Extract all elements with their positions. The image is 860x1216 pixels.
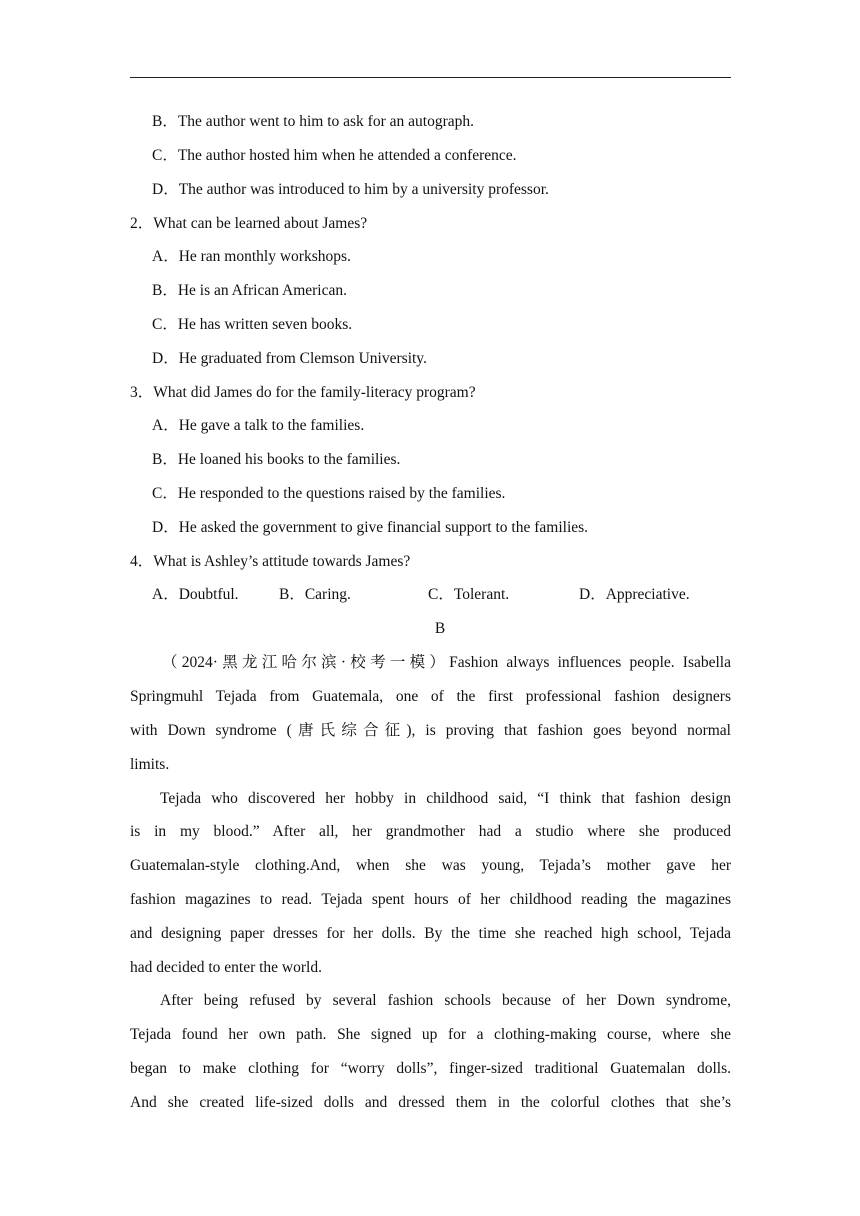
q1-option-d: D．The author was introduced to him by a university professor.	[152, 181, 549, 198]
p3-line-4: And she created life-sized dolls and dressed them in the colorful clothes that she’s	[130, 1094, 731, 1111]
q3-option-c: C．He responded to the questions raised by the families.	[152, 485, 506, 502]
q2-option-b: B．He is an African American.	[152, 282, 347, 299]
section-heading: B	[434, 620, 446, 637]
p2-line-4: fashion magazines to read. Tejada spent hours of her childhood reading the magazines	[130, 891, 731, 908]
q4-option-d: D．Appreciative.	[579, 586, 690, 603]
p3-line-2: Tejada found her own path. She signed up for a clothing-making course, where she	[130, 1026, 731, 1043]
header-rule	[130, 77, 731, 78]
p1-line-3: with Down syndrome (唐氏综合征), is proving that fashion goes beyond normal	[130, 722, 731, 739]
p2-line-2: is in my blood.” After all, her grandmother had a studio where she produced	[130, 823, 731, 840]
p1-line-4: limits.	[130, 756, 170, 773]
q3-stem: 3．What did James do for the family-literacy program?	[130, 384, 476, 401]
q2-option-c: C．He has written seven books.	[152, 316, 353, 333]
q4-stem: 4．What is Ashley’s attitude towards James?	[130, 553, 411, 570]
q4-option-b: B．Caring.	[279, 586, 351, 603]
p3-line-1: After being refused by several fashion schools because of her Down syndrome,	[160, 992, 731, 1009]
q2-stem: 2．What can be learned about James?	[130, 215, 368, 232]
p1-line-1: （2024·黑龙江哈尔滨·校考一模）Fashion always influences people. Isabella	[162, 654, 731, 671]
p3-line-3: began to make clothing for “worry dolls”, finger-sized traditional Guatemalan dolls.	[130, 1060, 731, 1077]
q4-option-c: C．Tolerant.	[428, 586, 510, 603]
p2-line-1: Tejada who discovered her hobby in childhood said, “I think that fashion design	[160, 790, 731, 807]
q1-option-c: C．The author hosted him when he attended a conference.	[152, 147, 517, 164]
p2-line-5: and designing paper dresses for her dolls. By the time she reached high school, Tejada	[130, 925, 731, 942]
p2-line-6: had decided to enter the world.	[130, 959, 322, 976]
q3-option-b: B．He loaned his books to the families.	[152, 451, 401, 468]
q2-option-a: A．He ran monthly workshops.	[152, 248, 351, 265]
p2-line-3: Guatemalan-style clothing.And, when she was young, Tejada’s mother gave her	[130, 857, 731, 874]
q3-option-d: D．He asked the government to give financial support to the families.	[152, 519, 589, 536]
p1-line-2: Springmuhl Tejada from Guatemala, one of the first professional fashion designers	[130, 688, 731, 705]
q1-option-b: B．The author went to him to ask for an autograph.	[152, 113, 474, 130]
q3-option-a: A．He gave a talk to the families.	[152, 417, 365, 434]
q4-option-a: A．Doubtful.	[152, 586, 239, 603]
q4-options	[130, 585, 731, 605]
q2-option-d: D．He graduated from Clemson University.	[152, 350, 427, 367]
